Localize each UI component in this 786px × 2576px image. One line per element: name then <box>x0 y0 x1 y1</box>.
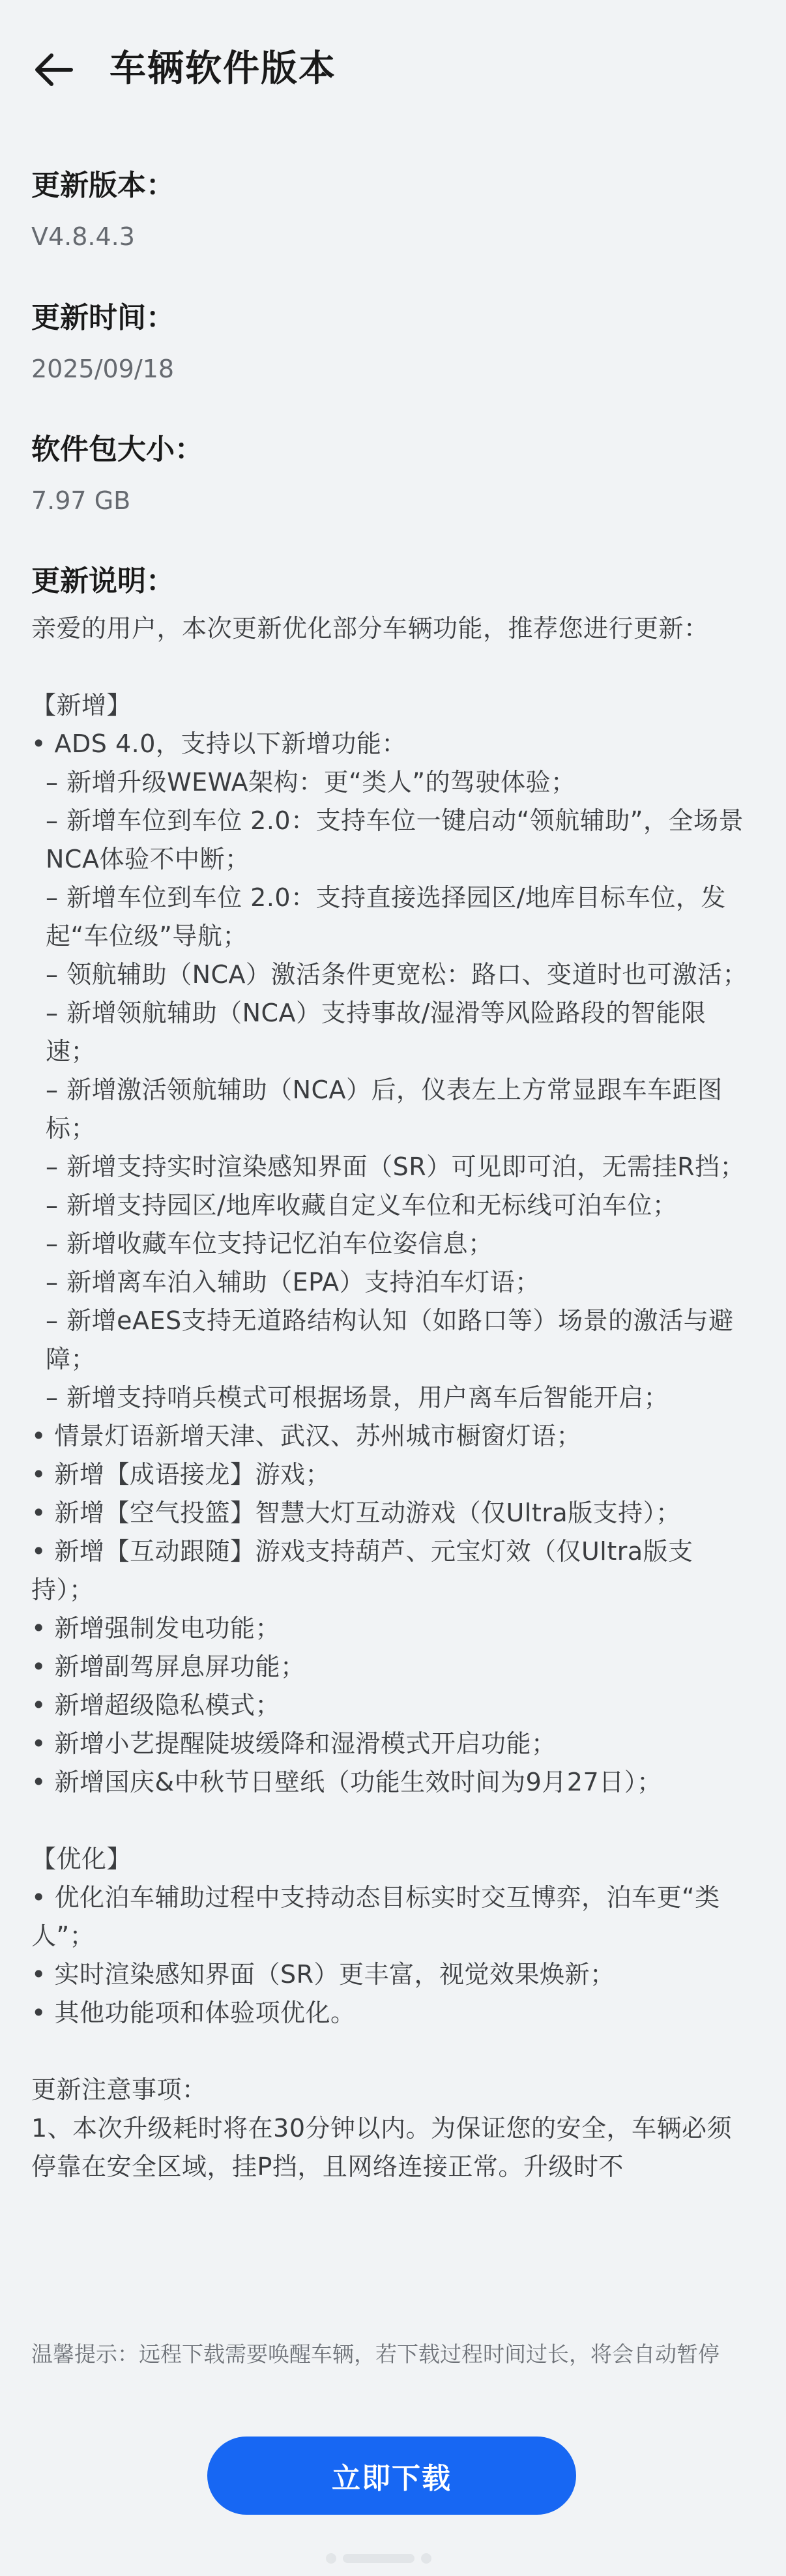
note-line: • 新增【成语接龙】游戏； <box>31 1460 330 1489</box>
note-line: • ADS 4.0，支持以下新增功能： <box>31 729 407 758</box>
note-line: – 新增离车泊入辅助（EPA）支持泊车灯语； <box>46 1268 540 1296</box>
note-line: 1、本次升级耗时将在30分钟以内。为保证您的安全，车辆必须停靠在安全区域，挂P挡，且网络连接正常。升级时不 <box>31 2114 733 2181</box>
release-notes-body <box>31 609 755 2186</box>
note-line: • 新增【空气投篮】智慧大灯互动游戏（仅Ultra版支持）； <box>31 1499 681 1527</box>
note-spacer <box>31 2032 755 2071</box>
download-now-button[interactable]: 立即下载 <box>207 2437 576 2515</box>
note-line: • 新增强制发电功能； <box>31 1614 280 1643</box>
note-spacer <box>31 1802 755 1840</box>
note-line: – 领航辅助（NCA）激活条件更宽松：路口、变道时也可激活； <box>46 960 748 989</box>
release-notes-label: 更新说明： <box>31 564 175 598</box>
app-header <box>0 0 786 137</box>
note-line: – 新增收藏车位支持记忆泊车位姿信息； <box>46 1229 493 1258</box>
note-line: – 新增支持哨兵模式可根据场景，用户离车后智能开启； <box>46 1383 669 1412</box>
note-line: • 新增【互动跟随】游戏支持葫芦、元宝灯效（仅Ultra版支持）； <box>31 1537 693 1604</box>
note-line: 更新注意事项： <box>31 2075 207 2104</box>
note-line: – 新增支持实时渲染感知界面（SR）可见即可泊，无需挂R挡； <box>46 1152 746 1181</box>
arrow-left-icon <box>33 49 75 91</box>
note-line: – 新增支持园区/地库收藏自定义车位和无标线可泊车位； <box>46 1191 678 1220</box>
note-line: • 新增副驾屏息屏功能； <box>31 1652 306 1681</box>
note-line: 亲爱的用户，本次更新优化部分车辆功能，推荐您进行更新： <box>31 614 709 643</box>
note-line: • 新增超级隐私模式； <box>31 1691 280 1720</box>
note-line: – 新增车位到车位 2.0：支持直接选择园区/地库目标车位，发起“车位级”导航； <box>46 883 726 950</box>
note-line: – 新增eAES支持无道路结构认知（如路口等）场景的激活与避障； <box>46 1306 734 1373</box>
note-line: – 新增升级WEWA架构：更“类人”的驾驶体验； <box>46 768 576 797</box>
update-time-value: 2025/09/18 <box>31 355 175 383</box>
download-tip: 温馨提示：远程下载需要唤醒车辆，若下载过程时间过长，将会自动暂停 <box>31 2341 720 2367</box>
note-spacer <box>31 648 755 686</box>
note-line: – 新增车位到车位 2.0：支持车位一键启动“领航辅助”，全场景NCA体验不中断； <box>46 806 744 873</box>
back-button[interactable] <box>31 47 77 93</box>
version-label: 更新版本： <box>31 169 175 202</box>
package-size-label: 软件包大小： <box>31 433 203 466</box>
note-line: – 新增激活领航辅助（NCA）后，仪表左上方常显跟车车距图标； <box>46 1076 723 1143</box>
note-line: • 新增小艺提醒陡坡缓降和湿滑模式开启功能； <box>31 1729 557 1758</box>
note-line: 【优化】 <box>31 1845 132 1873</box>
note-line: • 其他功能项和体验项优化。 <box>31 1998 356 2027</box>
package-size-value: 7.97 GB <box>31 486 131 515</box>
note-line: • 实时渲染感知界面（SR）更丰富，视觉效果焕新； <box>31 1960 615 1989</box>
note-line: 【新增】 <box>31 691 132 720</box>
note-line: • 情景灯语新增天津、武汉、苏州城市橱窗灯语； <box>31 1422 581 1450</box>
update-time-label: 更新时间： <box>31 301 175 334</box>
note-line: • 新增国庆&中秋节日壁纸（功能生效时间为9月27日）； <box>31 1768 662 1796</box>
version-value: V4.8.4.3 <box>31 222 135 251</box>
note-line: • 优化泊车辅助过程中支持动态目标实时交互博弈，泊车更“类人”； <box>31 1883 720 1950</box>
note-line: – 新增领航辅助（NCA）支持事故/湿滑等风险路段的智能限速； <box>46 999 706 1066</box>
page-title: 车辆软件版本 <box>109 48 336 90</box>
watermark <box>326 2549 456 2568</box>
